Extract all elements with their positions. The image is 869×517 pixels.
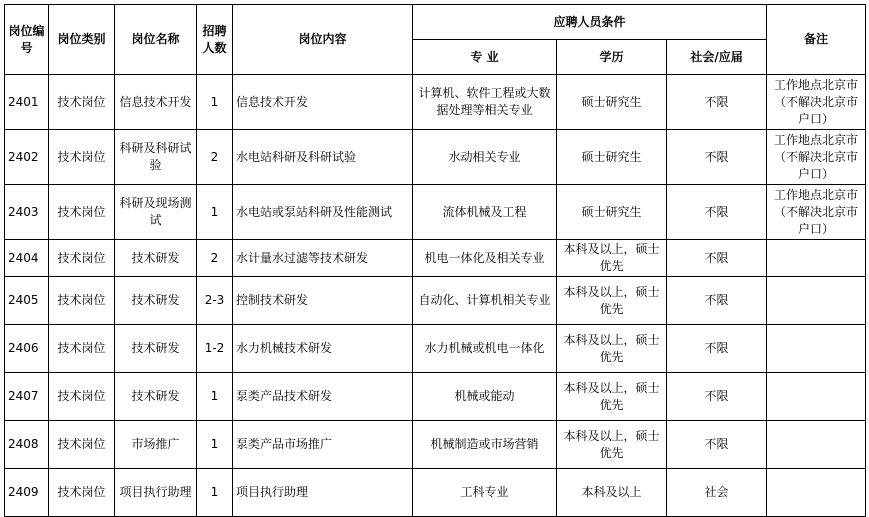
header-category: 岗位类别 bbox=[49, 5, 115, 75]
cell-count: 1 bbox=[197, 373, 233, 421]
cell-name: 技术研发 bbox=[115, 373, 197, 421]
cell-content: 泵类产品市场推广 bbox=[233, 421, 413, 469]
cell-education: 本科及以上，硕士优先 bbox=[557, 421, 667, 469]
header-conditions: 应聘人员条件 bbox=[413, 5, 767, 40]
cell-remarks: 工作地点北京市（不解决北京市户口） bbox=[767, 130, 866, 185]
cell-major: 计算机、软件工程或大数据处理等相关专业 bbox=[413, 75, 557, 130]
cell-remarks: 工作地点北京市（不解决北京市户口） bbox=[767, 75, 866, 130]
cell-remarks bbox=[767, 421, 866, 469]
cell-education: 本科及以上 bbox=[557, 469, 667, 517]
cell-education: 本科及以上，硕士优先 bbox=[557, 373, 667, 421]
cell-education: 硕士研究生 bbox=[557, 185, 667, 240]
cell-content: 水电站或泵站科研及性能测试 bbox=[233, 185, 413, 240]
cell-remarks bbox=[767, 240, 866, 277]
header-count: 招聘人数 bbox=[197, 5, 233, 75]
cell-education: 硕士研究生 bbox=[557, 130, 667, 185]
header-name: 岗位名称 bbox=[115, 5, 197, 75]
cell-remarks bbox=[767, 469, 866, 517]
cell-count: 2 bbox=[197, 130, 233, 185]
cell-education: 本科及以上，硕士优先 bbox=[557, 325, 667, 373]
header-row-top bbox=[5, 5, 866, 40]
cell-name: 技术研发 bbox=[115, 325, 197, 373]
cell-category: 技术岗位 bbox=[49, 75, 115, 130]
table-row bbox=[5, 469, 866, 517]
cell-category: 技术岗位 bbox=[49, 469, 115, 517]
cell-category: 技术岗位 bbox=[49, 277, 115, 325]
header-source: 社会/应届 bbox=[667, 40, 767, 75]
cell-code: 2409 bbox=[5, 469, 49, 517]
cell-code: 2402 bbox=[5, 130, 49, 185]
cell-code: 2406 bbox=[5, 325, 49, 373]
cell-name: 科研及科研试验 bbox=[115, 130, 197, 185]
cell-code: 2407 bbox=[5, 373, 49, 421]
cell-remarks bbox=[767, 325, 866, 373]
cell-major: 自动化、计算机相关专业 bbox=[413, 277, 557, 325]
cell-major: 机械制造或市场营销 bbox=[413, 421, 557, 469]
cell-content: 水力机械技术研发 bbox=[233, 325, 413, 373]
cell-remarks: 工作地点北京市（不解决北京市户口） bbox=[767, 185, 866, 240]
cell-source: 不限 bbox=[667, 130, 767, 185]
table-row bbox=[5, 185, 866, 240]
cell-major: 工科专业 bbox=[413, 469, 557, 517]
cell-code: 2401 bbox=[5, 75, 49, 130]
cell-name: 信息技术开发 bbox=[115, 75, 197, 130]
cell-count: 1 bbox=[197, 469, 233, 517]
cell-name: 项目执行助理 bbox=[115, 469, 197, 517]
cell-count: 1 bbox=[197, 185, 233, 240]
cell-category: 技术岗位 bbox=[49, 130, 115, 185]
recruitment-table bbox=[4, 4, 866, 517]
cell-major: 机电一体化及相关专业 bbox=[413, 240, 557, 277]
header-code: 岗位编号 bbox=[5, 5, 49, 75]
cell-education: 本科及以上，硕士优先 bbox=[557, 240, 667, 277]
cell-source: 不限 bbox=[667, 277, 767, 325]
table-row bbox=[5, 373, 866, 421]
cell-category: 技术岗位 bbox=[49, 185, 115, 240]
header-remarks: 备注 bbox=[767, 5, 866, 75]
cell-category: 技术岗位 bbox=[49, 421, 115, 469]
cell-category: 技术岗位 bbox=[49, 373, 115, 421]
cell-major: 水动相关专业 bbox=[413, 130, 557, 185]
cell-count: 1 bbox=[197, 421, 233, 469]
cell-content: 水计量水过滤等技术研发 bbox=[233, 240, 413, 277]
cell-source: 不限 bbox=[667, 185, 767, 240]
table-row bbox=[5, 240, 866, 277]
cell-remarks bbox=[767, 373, 866, 421]
cell-education: 硕士研究生 bbox=[557, 75, 667, 130]
cell-major: 流体机械及工程 bbox=[413, 185, 557, 240]
cell-code: 2404 bbox=[5, 240, 49, 277]
cell-source: 社会 bbox=[667, 469, 767, 517]
cell-content: 信息技术开发 bbox=[233, 75, 413, 130]
cell-name: 市场推广 bbox=[115, 421, 197, 469]
table-row bbox=[5, 421, 866, 469]
cell-remarks bbox=[767, 277, 866, 325]
cell-name: 技术研发 bbox=[115, 240, 197, 277]
table-row bbox=[5, 75, 866, 130]
cell-category: 技术岗位 bbox=[49, 325, 115, 373]
cell-source: 不限 bbox=[667, 421, 767, 469]
cell-category: 技术岗位 bbox=[49, 240, 115, 277]
cell-content: 控制技术研发 bbox=[233, 277, 413, 325]
cell-content: 项目执行助理 bbox=[233, 469, 413, 517]
cell-source: 不限 bbox=[667, 373, 767, 421]
cell-count: 2-3 bbox=[197, 277, 233, 325]
cell-content: 泵类产品技术研发 bbox=[233, 373, 413, 421]
cell-source: 不限 bbox=[667, 75, 767, 130]
cell-source: 不限 bbox=[667, 240, 767, 277]
cell-source: 不限 bbox=[667, 325, 767, 373]
cell-count: 1-2 bbox=[197, 325, 233, 373]
cell-major: 水力机械或机电一体化 bbox=[413, 325, 557, 373]
header-education: 学历 bbox=[557, 40, 667, 75]
table-row bbox=[5, 325, 866, 373]
header-content: 岗位内容 bbox=[233, 5, 413, 75]
cell-education: 本科及以上，硕士优先 bbox=[557, 277, 667, 325]
cell-content: 水电站科研及科研试验 bbox=[233, 130, 413, 185]
table-row bbox=[5, 130, 866, 185]
cell-name: 科研及现场测试 bbox=[115, 185, 197, 240]
table-row bbox=[5, 277, 866, 325]
cell-code: 2403 bbox=[5, 185, 49, 240]
header-major: 专 业 bbox=[413, 40, 557, 75]
cell-name: 技术研发 bbox=[115, 277, 197, 325]
cell-major: 机械或能动 bbox=[413, 373, 557, 421]
cell-count: 2 bbox=[197, 240, 233, 277]
cell-code: 2408 bbox=[5, 421, 49, 469]
cell-code: 2405 bbox=[5, 277, 49, 325]
cell-count: 1 bbox=[197, 75, 233, 130]
